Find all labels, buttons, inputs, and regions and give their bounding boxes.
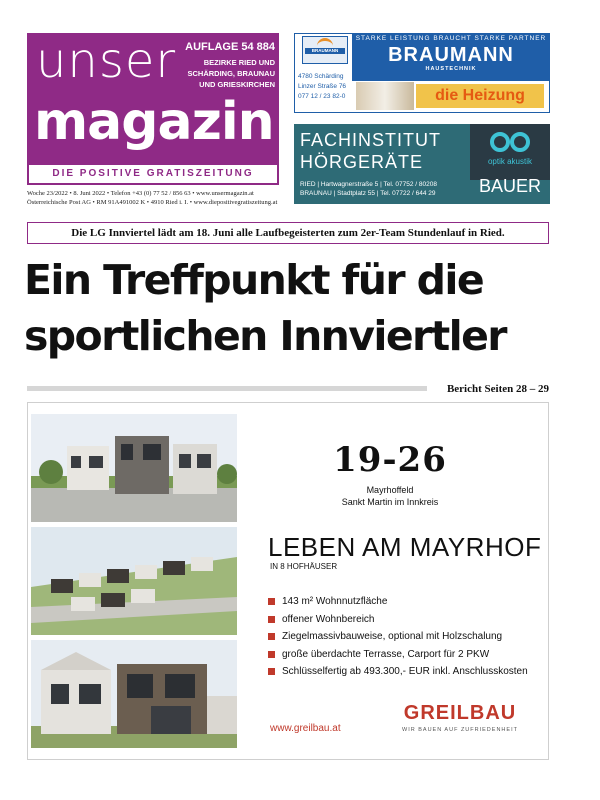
mayrhof-subtitle: IN 8 HOFHÄUSER — [270, 562, 338, 571]
feature-text: große überdachte Terrasse, Carport für 2 PKW — [282, 648, 490, 660]
bullet-square-icon — [268, 651, 275, 658]
braumann-tagline: STARKE LEISTUNG BRAUCHT STARKE PARTNER — [355, 35, 547, 42]
fachinstitut-title-line1: FACHINSTITUT — [300, 130, 441, 150]
mayrhof-place — [240, 484, 540, 508]
article-headline[interactable] — [24, 252, 584, 364]
braumann-logo-text: BRAUMANN — [311, 48, 339, 53]
braumann-name: BRAUMANN — [388, 44, 514, 66]
article-subheadline: Die LG Innviertel lädt am 18. Juni alle Laufbegeisterten zum 2er-Team Stundenlauf in Ried. — [27, 222, 549, 244]
braumann-address — [298, 72, 356, 102]
optik-akustik-label: optik akustik — [487, 157, 533, 166]
braumann-address-line: Linzer Straße 76 — [298, 83, 347, 90]
issue-meta — [27, 189, 283, 207]
list-item — [268, 628, 548, 646]
braumann-sub: HAUSTECHNIK — [425, 66, 477, 72]
fachinstitut-addresses — [300, 180, 470, 198]
braumann-address-line: 077 12 / 23 82-0 — [298, 93, 346, 100]
headline-line2: sportlichen Innviertler — [24, 312, 506, 360]
report-reference: Bericht Seiten 28 – 29 — [446, 383, 549, 395]
house-render-3 — [31, 640, 237, 748]
feature-text: Schlüsselfertig ab 493.300,- EUR inkl. Anschlusskosten — [282, 666, 528, 677]
feature-text: offener Wohnbereich — [282, 613, 375, 625]
feature-text: Ziegelmassivbauweise, optional mit Holzschalung — [282, 631, 503, 642]
braumann-address-line: 4780 Schärding — [298, 73, 344, 80]
rings-icon — [484, 131, 536, 153]
bauer-label: BAUER — [478, 176, 541, 196]
place-line2: Sankt Martin im Innkreis — [341, 497, 439, 507]
region: BEZIRKE RIED UND SCHÄRDING, BRAUNAU UND GRIESKIRCHEN — [187, 58, 275, 89]
greilbau-url-link[interactable]: www.greilbau.at — [270, 723, 341, 734]
masthead-tagline: DIE POSITIVE GRATISZEITUNG — [27, 163, 279, 185]
circulation: AUFLAGE 54 884 — [185, 41, 275, 53]
bullet-square-icon — [268, 616, 275, 623]
headline-line1: Ein Treffpunkt für die — [24, 256, 484, 304]
list-item — [268, 611, 548, 629]
list-item — [268, 646, 548, 664]
feature-list — [268, 593, 548, 681]
fachinstitut-address-ried: RIED | Hartwagnerstraße 5 | Tel. 07752 / 80208 — [300, 181, 437, 188]
heating-photo — [356, 82, 414, 110]
issue-meta-line1: Woche 23/2022 • 8. Juni 2022 • Telefon +43 (0) 77 52 / 856 63 • www.unsermagazin.at — [27, 190, 254, 197]
house-render-1 — [31, 414, 237, 522]
bullet-square-icon — [268, 598, 275, 605]
mayrhof-title: LEBEN AM MAYRHOF — [268, 532, 542, 562]
place-line1: Mayrhoffeld — [366, 485, 414, 495]
masthead-info — [185, 40, 275, 90]
issue-meta-line2: Österreichische Post AG • RM 91A491002 K • 4910 Ried i. I. • www.diepositivegratiszeitung.at — [27, 199, 278, 206]
fachinstitut-address-braunau: BRAUNAU | Stadtplatz 55 | Tel. 07722 / 644 29 — [300, 190, 436, 197]
feature-text: 143 m² Wohnnutzfläche — [282, 596, 388, 607]
bullet-square-icon — [268, 668, 275, 675]
bullet-square-icon — [268, 633, 275, 640]
fachinstitut-title — [300, 129, 441, 173]
mayrhof-dates: 19-26 — [333, 440, 447, 480]
list-item — [268, 663, 548, 681]
house-render-2 — [31, 527, 237, 635]
list-item — [268, 593, 548, 611]
braumann-slogan: die Heizung — [416, 84, 544, 108]
fachinstitut-title-line2: HÖRGERÄTE — [300, 152, 424, 172]
greilbau-slogan: WIR BAUEN AUF ZUFRIEDENHEIT — [402, 727, 518, 733]
masthead-title-line2: magazin — [34, 92, 274, 152]
masthead-title-line1: unser — [36, 33, 177, 89]
greilbau-logo: GREILBAU — [403, 702, 517, 724]
